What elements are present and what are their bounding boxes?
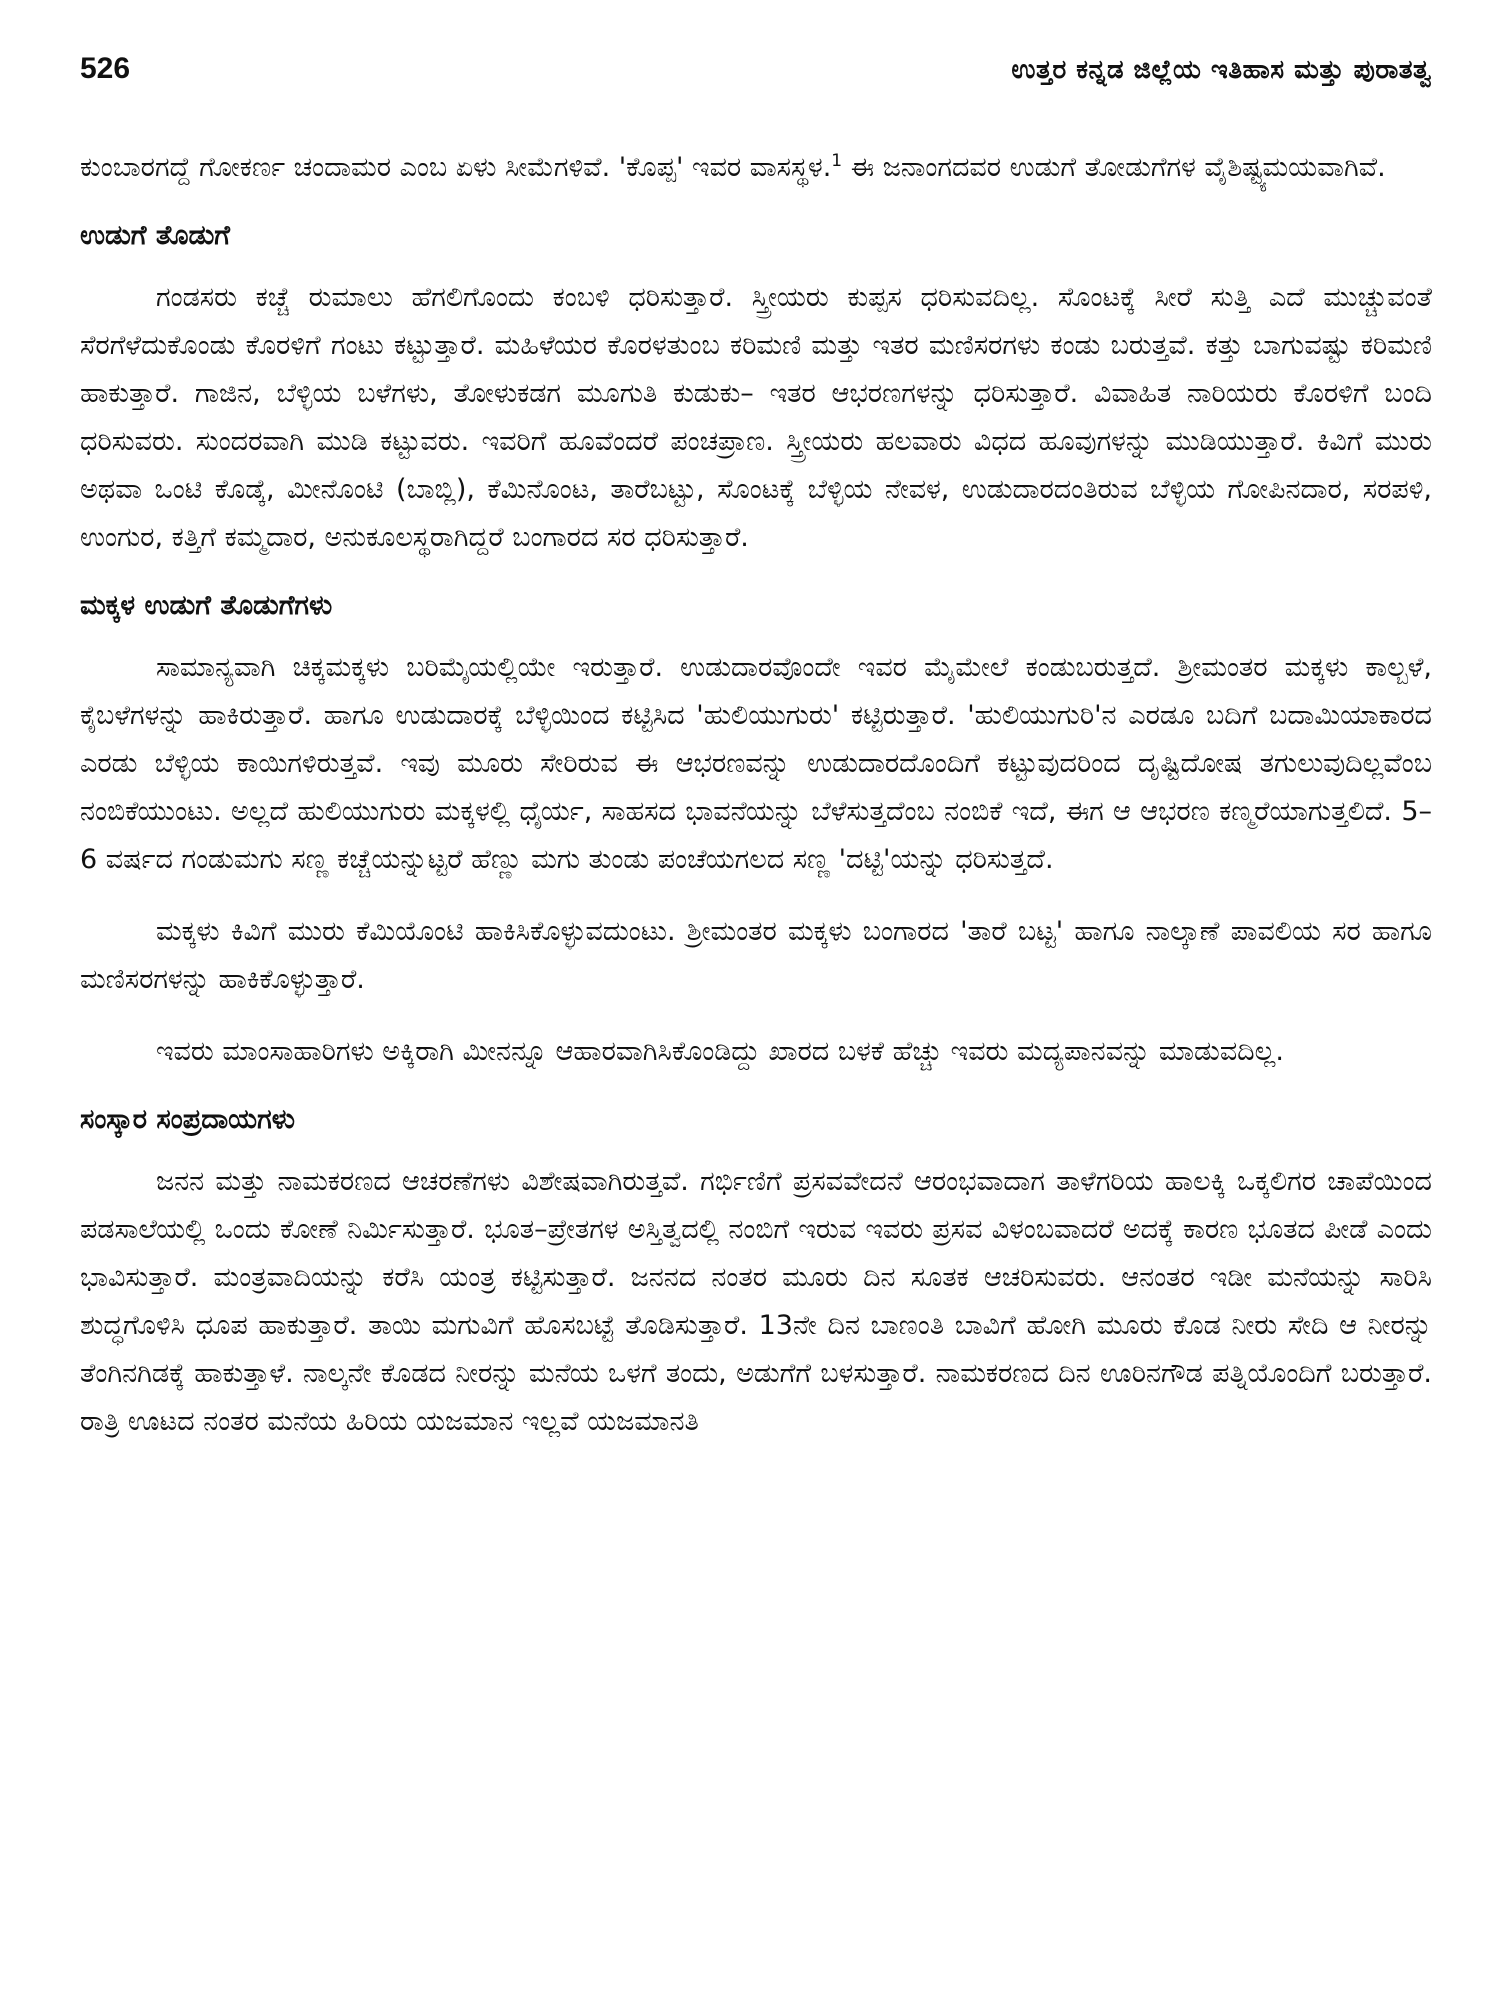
section-heading-rituals: ಸಂಸ್ಕಾರ ಸಂಪ್ರದಾಯಗಳು (80, 1104, 295, 1135)
paragraph-children-earrings: ಮಕ್ಕಳು ಕಿವಿಗೆ ಮುರು ಕೆಮಿಯೊಂಟಿ ಹಾಕಿಸಿಕೊಳ್ಳುವದುಂಟು. ಶ್ರೀಮಂತರ ಮಕ್ಕಳು ಬಂಗಾರದ 'ತಾರೆ ಬಟ್ಟ' ಹಾಗೂ ನಾಲ್ಕಾಣೆ ಪಾವಲಿಯ ಸರ ಹಾಗೂ ಮಣಿಸರಗಳನ್ನು ಹಾಕಿಕೊಳ್ಳುತ್ತಾರೆ. (80, 916, 1432, 995)
section-heading-children-clothing: ಮಕ್ಕಳ ಉಡುಗೆ ತೊಡುಗೆಗಳು (80, 590, 333, 621)
page-header (80, 52, 1432, 110)
footnote-marker: 1 (831, 151, 843, 171)
paragraph-clothing: ಗಂಡಸರು ಕಚ್ಚೆ ರುಮಾಲು ಹೆಗಲಿಗೊಂದು ಕಂಬಳಿ ಧರಿಸುತ್ತಾರೆ. ಸ್ತ್ರೀಯರು ಕುಪ್ಪಸ ಧರಿಸುವದಿಲ್ಲ. ಸೊಂಟಕ್ಕೆ ಸೀರೆ ಸುತ್ತಿ ಎದೆ ಮುಚ್ಚುವಂತೆ ಸೆರಗೆಳೆದುಕೊಂಡು ಕೊರಳಿಗೆ ಗಂಟು ಕಟ್ಟುತ್ತಾರೆ. ಮಹಿಳೆಯರ ಕೊರಳತುಂಬ ಕರಿಮಣಿ ಮತ್ತು ಇತರ ಮಣಿಸರಗಳು ಕಂಡು ಬರುತ್ತವೆ. ಕತ್ತು ಬಾಗುವಷ್ಟು ಕರಿಮಣಿ ಹಾಕುತ್ತಾರೆ. ಗಾಜಿನ, ಬೆಳ್ಳಿಯ ಬಳೆಗಳು, ತೋಳುಕಡಗ ಮೂಗುತಿ ಕುಡುಕು– ಇತರ ಆಭರಣಗಳನ್ನು ಧರಿಸುತ್ತಾರೆ. ವಿವಾಹಿತ ನಾರಿಯರು ಕೊರಳಿಗೆ ಬಂದಿ ಧರಿಸುವರು. ಸುಂದರವಾಗಿ ಮುಡಿ ಕಟ್ಟುವರು. ಇವರಿಗೆ ಹೂವೆಂದರೆ ಪಂಚಪ್ರಾಣ. ಸ್ತ್ರೀಯರು ಹಲವಾರು ವಿಧದ ಹೂವುಗಳನ್ನು ಮುಡಿಯುತ್ತಾರೆ. ಕಿವಿಗೆ ಮುರು ಅಥವಾ ಒಂಟಿ ಕೊಡ್ಕೆ, ಮೀನೊಂಟಿ (ಬಾಬ್ಲಿ), ಕೆಮಿನೊಂಟ, ತಾರೆಬಟ್ಟು, ಸೊಂಟಕ್ಕೆ ಬೆಳ್ಳಿಯ ನೇವಳ, ಉಡುದಾರದಂತಿರುವ ಬೆಳ್ಳಿಯ ಗೋಪಿನದಾರ, ಸರಪಳಿ, ಉಂಗುರ, ಕತ್ತಿಗೆ ಕಮ್ಮದಾರ, ಅನುಕೂಲಸ್ಥರಾಗಿದ್ದರೆ ಬಂಗಾರದ ಸರ ಧರಿಸುತ್ತಾರೆ. (80, 282, 1432, 553)
page-number: 526 (80, 52, 131, 85)
intro-text-continued: ಈ ಜನಾಂಗದವರ ಉಡುಗೆ ತೋಡುಗೆಗಳ ವೈಶಿಷ್ಟ್ಯಮಯವಾಗಿವೆ. (842, 152, 1386, 183)
paragraph-food-habits: ಇವರು ಮಾಂಸಾಹಾರಿಗಳು ಅಕ್ಕಿರಾಗಿ ಮೀನನ್ನೂ ಆಹಾರವಾಗಿಸಿಕೊಂಡಿದ್ದು ಖಾರದ ಬಳಕೆ ಹೆಚ್ಚು ಇವರು ಮದ್ಯಪಾನವನ್ನು ಮಾಡುವದಿಲ್ಲ. (156, 1036, 1284, 1067)
intro-text: ಕುಂಬಾರಗದ್ದೆ ಗೋಕರ್ಣ ಚಂದಾಮರ ಎಂಬ ಏಳು ಸೀಮೆಗಳಿವೆ. 'ಕೊಪ್ಪ' ಇವರ ವಾಸಸ್ಥಳ. (80, 152, 832, 183)
paragraph-birth-rituals: ಜನನ ಮತ್ತು ನಾಮಕರಣದ ಆಚರಣೆಗಳು ವಿಶೇಷವಾಗಿರುತ್ತವೆ. ಗರ್ಭಿಣಿಗೆ ಪ್ರಸವವೇದನೆ ಆರಂಭವಾದಾಗ ತಾಳೆಗರಿಯ ಹಾಲಕ್ಕಿ ಒಕ್ಕಲಿಗರ ಚಾಪೆಯಿಂದ ಪಡಸಾಲೆಯಲ್ಲಿ ಒಂದು ಕೋಣೆ ನಿರ್ಮಿಸುತ್ತಾರೆ. ಭೂತ–ಪ್ರೇತಗಳ ಅಸ್ತಿತ್ವದಲ್ಲಿ ನಂಬಿಗೆ ಇರುವ ಇವರು ಪ್ರಸವ ವಿಳಂಬವಾದರೆ ಅದಕ್ಕೆ ಕಾರಣ ಭೂತದ ಪೀಡೆ ಎಂದು ಭಾವಿಸುತ್ತಾರೆ. ಮಂತ್ರವಾದಿಯನ್ನು ಕರೆಸಿ ಯಂತ್ರ ಕಟ್ಟಿಸುತ್ತಾರೆ. ಜನನದ ನಂತರ ಮೂರು ದಿನ ಸೂತಕ ಆಚರಿಸುವರು. ಆನಂತರ ಇಡೀ ಮನೆಯನ್ನು ಸಾರಿಸಿ ಶುದ್ಧಗೊಳಿಸಿ ಧೂಪ ಹಾಕುತ್ತಾರೆ. ತಾಯಿ ಮಗುವಿಗೆ ಹೊಸಬಟ್ಟೆ ತೊಡಿಸುತ್ತಾರೆ. 13ನೇ ದಿನ ಬಾಣಂತಿ ಬಾವಿಗೆ ಹೋಗಿ ಮೂರು ಕೊಡ ನೀರು ಸೇದಿ ಆ ನೀರನ್ನು ತೆಂಗಿನಗಿಡಕ್ಕೆ ಹಾಕುತ್ತಾಳೆ. ನಾಲ್ಕನೇ ಕೊಡದ ನೀರನ್ನು ಮನೆಯ ಒಳಗೆ ತಂದು, ಅಡುಗೆಗೆ ಬಳಸುತ್ತಾರೆ. ನಾಮಕರಣದ ದಿನ ಊರಿನಗೌಡ ಪತ್ನಿಯೊಂದಿಗೆ ಬರುತ್ತಾರೆ. ರಾತ್ರಿ ಊಟದ ನಂತರ ಮನೆಯ ಹಿರಿಯ ಯಜಮಾನ ಇಲ್ಲವೆ ಯಜಮಾನತಿ (80, 1166, 1432, 1437)
running-title: ಉತ್ತರ ಕನ್ನಡ ಜಿಲ್ಲೆಯ ಇತಿಹಾಸ ಮತ್ತು ಪುರಾತತ್ವ (1011, 55, 1432, 85)
paragraph-children-ornaments: ಸಾಮಾನ್ಯವಾಗಿ ಚಿಕ್ಕಮಕ್ಕಳು ಬರಿಮೈಯಲ್ಲಿಯೇ ಇರುತ್ತಾರೆ. ಉಡುದಾರವೊಂದೇ ಇವರ ಮೈಮೇಲೆ ಕಂಡುಬರುತ್ತದೆ. ಶ್ರೀಮಂತರ ಮಕ್ಕಳು ಕಾಲ್ಬಳೆ, ಕೈಬಳೆಗಳನ್ನು ಹಾಕಿರುತ್ತಾರೆ. ಹಾಗೂ ಉಡುದಾರಕ್ಕೆ ಬೆಳ್ಳಿಯಿಂದ ಕಟ್ಟಿಸಿದ 'ಹುಲಿಯುಗುರು' ಕಟ್ಟಿರುತ್ತಾರೆ. 'ಹುಲಿಯುಗುರಿ'ನ ಎರಡೂ ಬದಿಗೆ ಬದಾಮಿಯಾಕಾರದ ಎರಡು ಬೆಳ್ಳಿಯ ಕಾಯಿಗಳಿರುತ್ತವೆ. ಇವು ಮೂರು ಸೇರಿರುವ ಈ ಆಭರಣವನ್ನು ಉಡುದಾರದೊಂದಿಗೆ ಕಟ್ಟುವುದರಿಂದ ದೃಷ್ಟಿದೋಷ ತಗುಲುವುದಿಲ್ಲವೆಂಬ ನಂಬಿಕೆಯುಂಟು. ಅಲ್ಲದೆ ಹುಲಿಯುಗುರು ಮಕ್ಕಳಲ್ಲಿ ಧೈರ್ಯ, ಸಾಹಸದ ಭಾವನೆಯನ್ನು ಬೆಳೆಸುತ್ತದೆಂಬ ನಂಬಿಕೆ ಇದೆ, ಈಗ ಆ ಆಭರಣ ಕಣ್ಮರೆಯಾಗುತ್ತಲಿದೆ. 5–6 ವರ್ಷದ ಗಂಡುಮಗು ಸಣ್ಣ ಕಚ್ಚೆಯನ್ನುಟ್ಟರೆ ಹೆಣ್ಣು ಮಗು ತುಂಡು ಪಂಚೆಯಗಲದ ಸಣ್ಣ 'ದಟ್ಟಿ'ಯನ್ನು ಧರಿಸುತ್ತದೆ. (80, 652, 1432, 875)
intro-paragraph (80, 144, 1432, 192)
section-heading-clothing: ಉಡುಗೆ ತೊಡುಗೆ (80, 220, 230, 251)
page-content (80, 144, 1432, 1446)
